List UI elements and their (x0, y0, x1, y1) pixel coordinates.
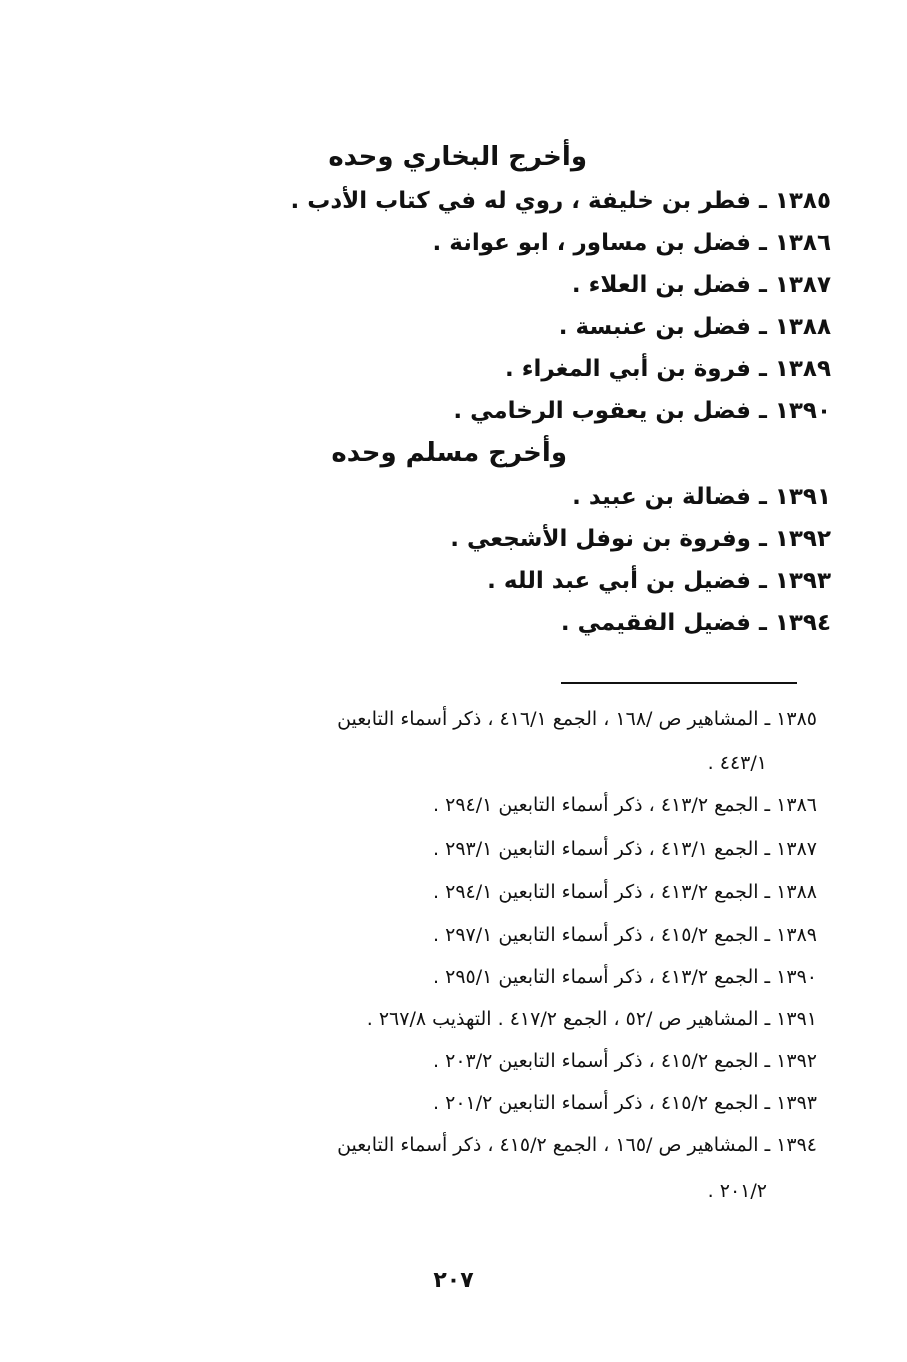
entry-1393: ١٣٩٣ ـ فضيل بن أبي عبد الله . (487, 568, 831, 594)
footnote-1387: ١٣٨٧ ـ الجمع ٤١٣/١ ، ذكر أسماء التابعين ٢٩٣/١ . (433, 838, 817, 860)
section-heading-bukhari: وأخرج البخاري وحده (328, 142, 587, 172)
entry-1390: ١٣٩٠ ـ فضل بن يعقوب الرخامي . (453, 398, 831, 424)
section-heading-muslim: وأخرج مسلم وحده (331, 438, 567, 468)
footnote-1392: ١٣٩٢ ـ الجمع ٤١٥/٢ ، ذكر أسماء التابعين ٢٠٣/٢ . (433, 1050, 817, 1072)
footnote-1385-continued: ٤٤٣/١ . (707, 752, 767, 774)
footnote-separator (561, 682, 797, 684)
footnote-1385: ١٣٨٥ ـ المشاهير ص /١٦٨ ، الجمع ٤١٦/١ ، ذكر أسماء التابعين (337, 708, 817, 730)
footnote-1393: ١٣٩٣ ـ الجمع ٤١٥/٢ ، ذكر أسماء التابعين ٢٠١/٢ . (433, 1092, 817, 1114)
footnote-1389: ١٣٨٩ ـ الجمع ٤١٥/٢ ، ذكر أسماء التابعين ٢٩٧/١ . (433, 924, 817, 946)
footnote-1394: ١٣٩٤ ـ المشاهير ص /١٦٥ ، الجمع ٤١٥/٢ ، ذكر أسماء التابعين (337, 1134, 817, 1156)
footnote-1390: ١٣٩٠ ـ الجمع ٤١٣/٢ ، ذكر أسماء التابعين ٢٩٥/١ . (433, 966, 817, 988)
entry-1392: ١٣٩٢ ـ وفروة بن نوفل الأشجعي . (450, 526, 831, 552)
entry-1385: ١٣٨٥ ـ فطر بن خليفة ، روي له في كتاب الأدب . (290, 188, 831, 214)
entry-1388: ١٣٨٨ ـ فضل بن عنبسة . (558, 314, 831, 340)
entry-1386: ١٣٨٦ ـ فضل بن مساور ، ابو عوانة . (432, 230, 831, 256)
footnote-1388: ١٣٨٨ ـ الجمع ٤١٣/٢ ، ذكر أسماء التابعين ٢٩٤/١ . (433, 881, 817, 903)
entry-1391: ١٣٩١ ـ فضالة بن عبيد . (572, 484, 831, 510)
footnote-1386: ١٣٨٦ ـ الجمع ٤١٣/٢ ، ذكر أسماء التابعين ٢٩٤/١ . (433, 794, 817, 816)
entry-1389: ١٣٨٩ ـ فروة بن أبي المغراء . (504, 356, 831, 382)
page-number: ٢٠٧ (433, 1268, 474, 1293)
footnote-1391: ١٣٩١ ـ المشاهير ص /٥٢ ، الجمع ٤١٧/٢ . التهذيب ٢٦٧/٨ . (366, 1008, 817, 1030)
footnote-1394-continued: ٢٠١/٢ . (707, 1180, 767, 1202)
entry-1387: ١٣٨٧ ـ فضل بن العلاء . (571, 272, 831, 298)
entry-1394: ١٣٩٤ ـ فضيل الفقيمي . (560, 610, 831, 636)
